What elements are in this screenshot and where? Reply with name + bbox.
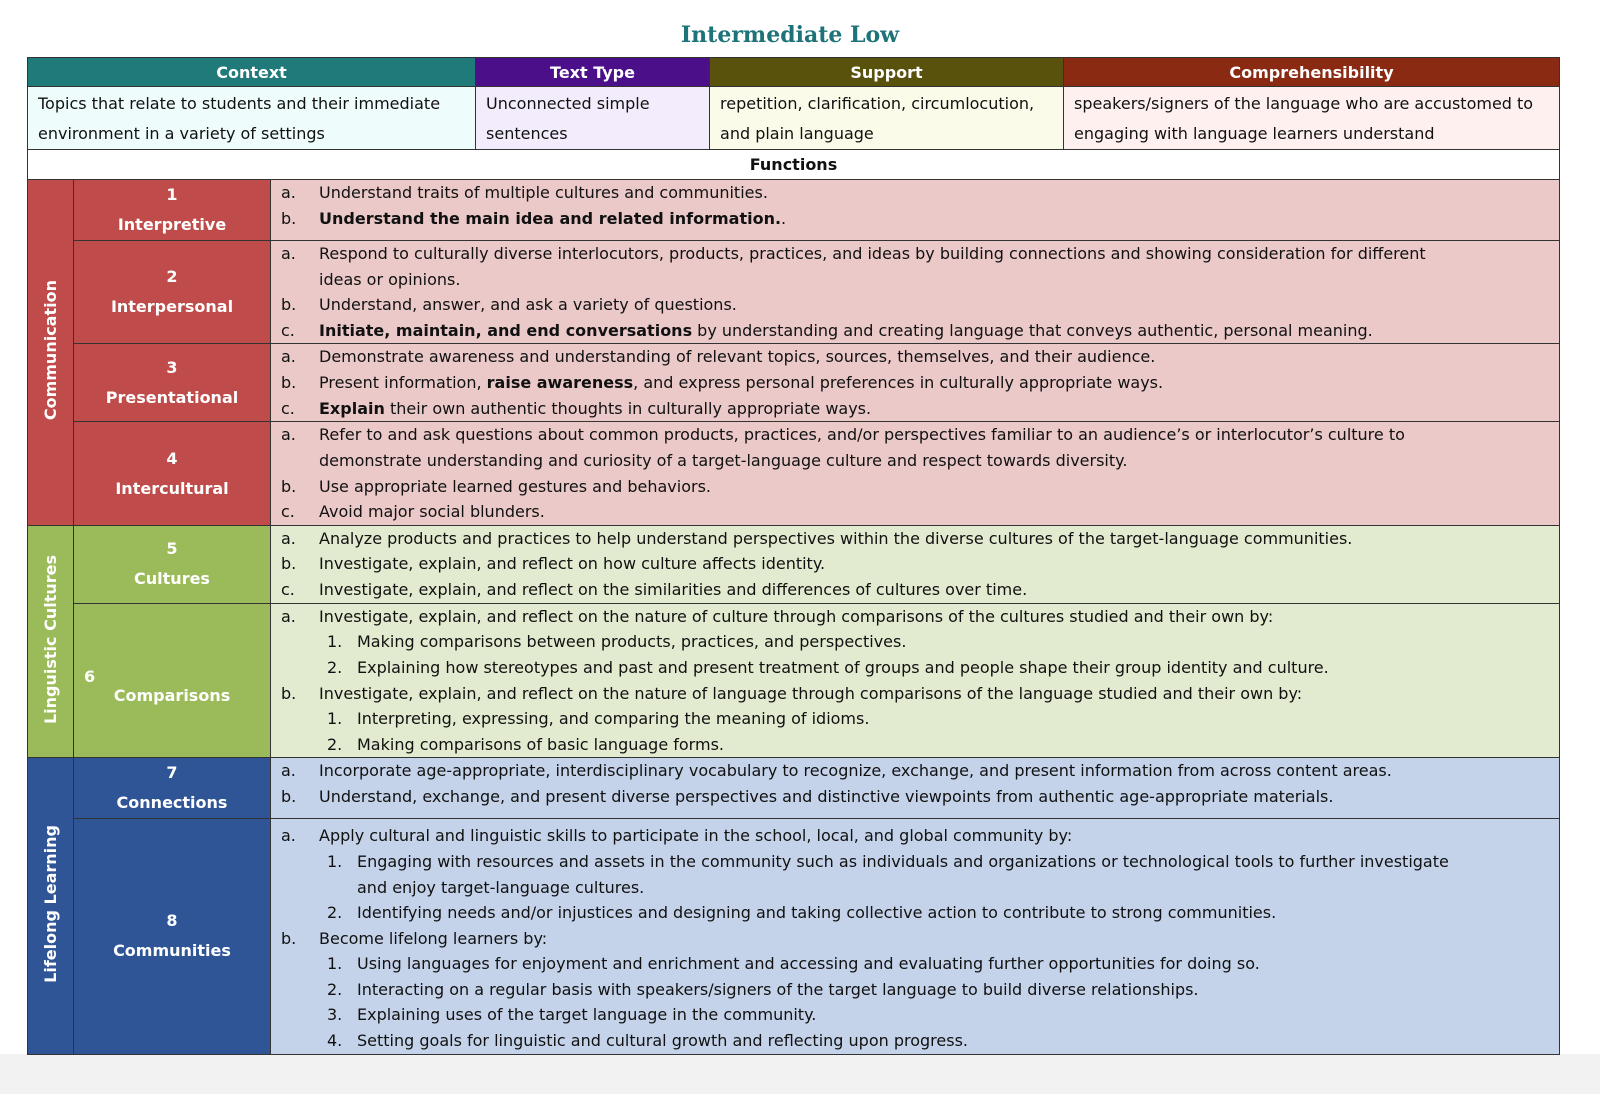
item-text: Making comparisons between products, practices, and perspectives. — [357, 632, 907, 652]
item-text: Become lifelong learners by: — [319, 928, 548, 948]
mode-comparisons — [74, 603, 271, 758]
mode-row-2 — [28, 241, 1560, 344]
item-text-bold: Explain — [319, 398, 385, 418]
mode-intercultural — [74, 422, 271, 525]
item-label: b. — [281, 476, 297, 496]
item-text-bold: Initiate, maintain, and end conversations — [319, 320, 693, 340]
mode-number: 8 — [166, 911, 178, 931]
text-type-cell: Unconnected simple sentences — [476, 87, 710, 150]
item-label: a. — [281, 826, 296, 846]
mode-name: Interpersonal — [110, 297, 234, 317]
item-label: a. — [281, 606, 296, 626]
item-label: 2. — [327, 903, 343, 923]
mode-content — [271, 344, 1560, 422]
item-text: Explaining how stereotypes and past and present treatment of groups and people shape their group identity and culture. — [357, 657, 1329, 677]
item-text: Investigate, explain, and reflect on the similarities and differences of cultures over time. — [319, 579, 1028, 599]
functions-row — [28, 150, 1560, 180]
item-label: b. — [281, 683, 297, 703]
item-text: Interacting on a regular basis with speakers/signers of the target language to build diverse relationships. — [357, 979, 1199, 999]
item-text: Understand the main idea and related information. — [319, 208, 782, 228]
item-label: 1. — [327, 709, 343, 729]
mode-number: 6 — [84, 666, 96, 686]
mode-number: 3 — [166, 357, 178, 377]
item-text: Use appropriate learned gestures and behaviors. — [319, 476, 711, 496]
item-text: by understanding and creating language that conveys authentic, personal meaning. — [692, 320, 1373, 340]
context-cell: Topics that relate to students and their immediate environment in a variety of settings — [28, 87, 476, 150]
item-label: 4. — [327, 1031, 343, 1051]
item-text: Understand traits of multiple cultures and communities. — [319, 183, 768, 202]
mode-interpretive — [74, 180, 271, 241]
mode-name: Communities — [113, 941, 231, 961]
mode-presentational — [74, 344, 271, 422]
item-label: 3. — [327, 1005, 343, 1025]
mode-number: 1 — [166, 185, 178, 204]
item-text: Setting goals for linguistic and cultural growth and reflecting upon progress. — [357, 1031, 968, 1051]
item-label: 1. — [327, 632, 343, 652]
item-text: Present information, — [319, 372, 487, 392]
item-label: c. — [281, 320, 295, 340]
category-lifelong-learning — [28, 758, 74, 1054]
mode-content — [271, 819, 1560, 1054]
item-text: Engaging with resources and assets in the community such as individuals and organizations or technological tools to further investigate — [357, 851, 1449, 871]
item-label: 1. — [327, 954, 343, 974]
item-label: b. — [281, 554, 297, 574]
item-text: Making comparisons of basic language forms. — [357, 734, 724, 754]
item-label: a. — [281, 528, 296, 548]
support-cell: repetition, clarification, circumlocution, and plain language — [710, 87, 1064, 150]
item-text: , and express personal preferences in culturally appropriate ways. — [633, 372, 1164, 392]
item-label: a. — [281, 183, 296, 202]
comprehensibility-cell: speakers/signers of the language who are accustomed to engaging with language learners understand — [1064, 87, 1560, 150]
item-text: Understand, exchange, and present diverse perspectives and distinctive viewpoints from authentic age-appropriate materials. — [319, 786, 1334, 806]
item-text: Avoid major social blunders. — [319, 502, 545, 522]
item-text: Respond to culturally diverse interlocutors, products, practices, and ideas by building connections and showing consideration for different — [319, 244, 1426, 263]
item-text: Investigate, explain, and reflect on the nature of culture through comparisons of the cultures studied and their own by: — [319, 606, 1274, 626]
item-label: a. — [281, 347, 296, 367]
context-row — [28, 87, 1560, 150]
mode-content — [271, 603, 1560, 758]
proficiency-table — [27, 57, 1560, 1055]
mode-name: Presentational — [105, 387, 239, 407]
item-label: a. — [281, 761, 296, 781]
item-label: a. — [281, 244, 296, 263]
category-communication-label: Communication — [41, 280, 60, 421]
mode-name: Connections — [116, 793, 228, 813]
item-text: Refer to and ask questions about common products, practices, and/or perspectives familiar to an audience’s or interlocutor’s culture to — [319, 425, 1405, 445]
mode-row-1 — [28, 180, 1560, 241]
item-text: Interpreting, expressing, and comparing the meaning of idioms. — [357, 709, 870, 729]
mode-name: Comparisons — [113, 685, 231, 705]
mode-row-6 — [28, 603, 1560, 758]
item-text: and enjoy target-language cultures. — [357, 877, 645, 897]
item-text: Identifying needs and/or injustices and designing and taking collective action to contribute to strong communities. — [357, 903, 1277, 923]
header-context: Context — [28, 58, 476, 87]
item-text: Incorporate age-appropriate, interdisciplinary vocabulary to recognize, exchange, and present information from across content areas. — [319, 761, 1392, 781]
page-title: Intermediate Low — [680, 22, 900, 48]
item-label: 2. — [327, 734, 343, 754]
item-text: Analyze products and practices to help understand perspectives within the diverse cultures of the target-language communities. — [319, 528, 1353, 548]
mode-name: Cultures — [134, 569, 210, 589]
item-text: Investigate, explain, and reflect on how culture affects identity. — [319, 554, 826, 574]
mode-cultures — [74, 525, 271, 603]
item-label: b. — [281, 372, 297, 392]
page-bottom-band — [0, 1054, 1600, 1094]
mode-content — [271, 758, 1560, 819]
item-label: c. — [281, 398, 295, 418]
mode-number: 4 — [166, 448, 178, 468]
mode-row-4 — [28, 422, 1560, 525]
mode-interpersonal — [74, 241, 271, 344]
mode-row-8 — [28, 819, 1560, 1054]
functions-label: Functions — [28, 150, 1560, 180]
header-row — [28, 58, 1560, 87]
item-label: a. — [281, 425, 296, 445]
mode-name: Intercultural — [115, 478, 229, 498]
mode-row-3 — [28, 344, 1560, 422]
item-text: Apply cultural and linguistic skills to participate in the school, local, and global community by: — [319, 826, 1073, 846]
mode-content — [271, 241, 1560, 344]
mode-connections — [74, 758, 271, 819]
item-label: b. — [281, 208, 297, 228]
item-label: 2. — [327, 657, 343, 677]
category-linguistic-cultures-label: Linguistic Cultures — [41, 555, 60, 725]
item-text: demonstrate understanding and curiosity of a target-language culture and respect towards diversity. — [319, 450, 1128, 470]
item-text: Using languages for enjoyment and enrichment and accessing and evaluating further opportunities for doing so. — [357, 954, 1260, 974]
item-label: 2. — [327, 979, 343, 999]
mode-number: 5 — [166, 539, 178, 559]
mode-number: 7 — [166, 763, 178, 783]
mode-row-5 — [28, 525, 1560, 603]
mode-content — [271, 525, 1560, 603]
category-communication — [28, 180, 74, 526]
header-support: Support — [710, 58, 1064, 87]
header-comprehensibility: Comprehensibility — [1064, 58, 1560, 87]
mode-name: Interpretive — [117, 215, 227, 234]
header-text-type: Text Type — [476, 58, 710, 87]
mode-row-7 — [28, 758, 1560, 819]
item-label: c. — [281, 502, 295, 522]
item-label: c. — [281, 579, 295, 599]
item-label: b. — [281, 928, 297, 948]
item-text: Demonstrate awareness and understanding of relevant topics, sources, themselves, and their audience. — [319, 347, 1156, 367]
item-label: b. — [281, 295, 297, 315]
item-text-bold: raise awareness — [486, 372, 634, 392]
item-text: Investigate, explain, and reflect on the nature of language through comparisons of the language studied and their own by: — [319, 683, 1303, 703]
category-lifelong-learning-label: Lifelong Learning — [41, 825, 60, 983]
item-label: 1. — [327, 851, 343, 871]
item-text: Explaining uses of the target language in the community. — [357, 1005, 817, 1025]
category-linguistic-cultures — [28, 525, 74, 758]
item-text: their own authentic thoughts in culturally appropriate ways. — [384, 398, 872, 418]
mode-content — [271, 422, 1560, 525]
item-text: Understand, answer, and ask a variety of questions. — [319, 295, 737, 315]
mode-number: 2 — [166, 267, 178, 287]
mode-communities — [74, 819, 271, 1054]
item-label: b. — [281, 786, 297, 806]
item-text: ideas or opinions. — [319, 269, 461, 289]
mode-content: a. Understand traits of multiple cultures and communities. b. Understand the main idea and related information. . — [271, 180, 1560, 241]
